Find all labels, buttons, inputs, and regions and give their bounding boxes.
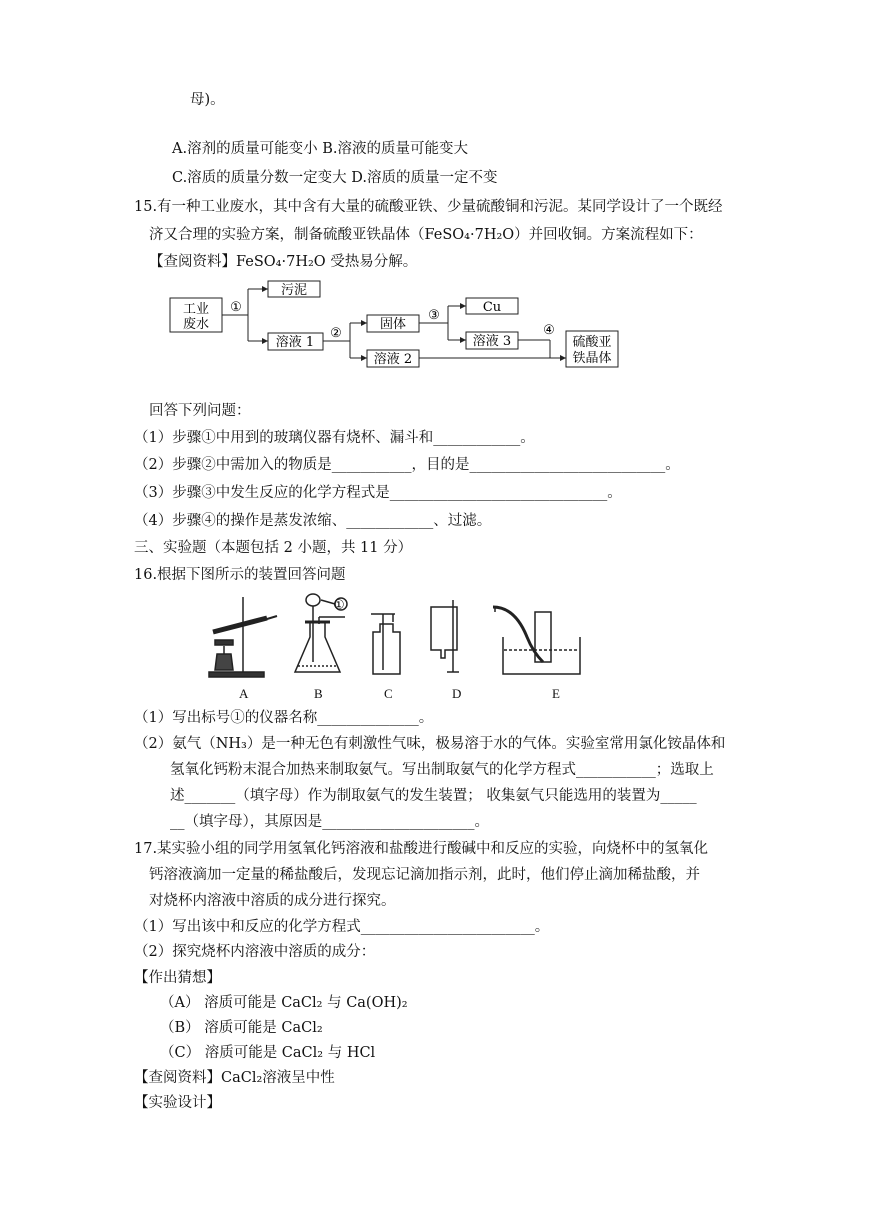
alcohol-lamp bbox=[215, 654, 233, 670]
q15-reference: 【查阅资料】FeSO₄·7H₂O 受热易分解。 bbox=[149, 254, 418, 270]
solution2-label: 溶液 2 bbox=[373, 352, 413, 367]
q14-options-cd: C.溶质的质量分数一定变大 D.溶质的质量一定不变 bbox=[172, 170, 498, 186]
q14-continuation: 母)。 bbox=[190, 92, 225, 108]
q15-stem-line1: 15.有一种工业废水，其中含有大量的硫酸亚铁、少量硫酸铜和污泥。某同学设计了一个既经 bbox=[134, 199, 723, 215]
solid-label: 固体 bbox=[379, 317, 407, 332]
label-a: A bbox=[239, 686, 249, 701]
water-trough bbox=[503, 637, 580, 674]
q15-stem-line2: 济又合理的实验方案，制备硫酸亚铁晶体（FeSO₄·7H₂O）并回收铜。方案流程如下： bbox=[149, 227, 703, 243]
solution3-label: 溶液 3 bbox=[472, 334, 512, 349]
product-label-2: 铁晶体 bbox=[572, 351, 612, 366]
q17-guess-heading: 【作出猜想】 bbox=[134, 970, 221, 986]
q16-stem: 16.根据下图所示的装置回答问题 bbox=[134, 567, 346, 583]
q15-answer-prompt: 回答下列问题： bbox=[149, 403, 251, 419]
conical-flask bbox=[295, 622, 340, 672]
product-label-1: 硫酸亚 bbox=[572, 335, 612, 350]
step1-marker: ① bbox=[230, 300, 242, 315]
q17-design-heading: 【实验设计】 bbox=[134, 1095, 221, 1111]
flowchart bbox=[0, 0, 869, 400]
q15-part1: （1）步骤①中用到的玻璃仪器有烧杯、漏斗和____________。 bbox=[134, 430, 535, 446]
step2-marker: ② bbox=[330, 326, 342, 341]
q16-part2-line3: 述_______（填字母）作为制取氨气的发生装置； 收集氨气只能选用的装置为_____ bbox=[170, 788, 697, 804]
q15-part4: （4）步骤④的操作是蒸发浓缩、____________、过滤。 bbox=[134, 513, 492, 529]
stand-base bbox=[209, 672, 264, 677]
q17-part2: （2）探究烧杯内溶液中溶质的成分： bbox=[134, 944, 376, 960]
q17-stem-line1: 17.某实验小组的同学用氢氧化钙溶液和盐酸进行酸碱中和反应的实验，向烧杯中的氢氧化 bbox=[134, 841, 709, 857]
label-e: E bbox=[552, 686, 560, 701]
q17-guess-a: （A） 溶质可能是 CaCl₂ 与 Ca(OH)₂ bbox=[160, 995, 408, 1011]
q17-part1: （1）写出该中和反应的化学方程式________________________。 bbox=[134, 919, 550, 935]
q14-options-ab: A.溶剂的质量可能变小 B.溶液的质量可能变大 bbox=[172, 141, 468, 157]
step4-marker-visible: ④ bbox=[543, 323, 555, 338]
section3-heading: 三、实验题（本题包括 2 小题，共 11 分） bbox=[134, 540, 413, 556]
separatory-funnel bbox=[306, 594, 320, 606]
solution1-label: 溶液 1 bbox=[275, 335, 315, 350]
marker-number: ① bbox=[333, 597, 345, 612]
apparatus-figure bbox=[195, 592, 595, 684]
q15-part2: （2）步骤②中需加入的物质是___________，目的是___________________________。 bbox=[134, 457, 680, 473]
gas-bottle-c bbox=[373, 624, 400, 674]
label-c: C bbox=[384, 686, 393, 701]
q16-part2-line1: （2）氨气（NH₃）是一种无色有刺激性气味，极易溶于水的气体。实验室常用氯化铵晶体和 bbox=[134, 736, 726, 752]
label-b: B bbox=[314, 686, 323, 701]
q16-part1: （1）写出标号①的仪器名称______________。 bbox=[134, 710, 434, 726]
test-tube-a bbox=[213, 618, 267, 632]
waste-label-2: 废水 bbox=[182, 317, 210, 332]
sludge-label: 污泥 bbox=[280, 283, 308, 298]
q17-guess-b: （B） 溶质可能是 CaCl₂ bbox=[160, 1020, 323, 1036]
q17-reference: 【查阅资料】CaCl₂溶液呈中性 bbox=[134, 1070, 335, 1086]
q15-part3: （3）步骤③中发生反应的化学方程式是______________________________。 bbox=[134, 485, 622, 501]
step3-marker: ③ bbox=[428, 308, 440, 323]
waste-label-1: 工业 bbox=[182, 302, 210, 317]
q16-part2-line2: 氢氧化钙粉末混合加热来制取氨气。写出制取氨气的化学方程式___________；选取上 bbox=[170, 762, 714, 778]
label-d: D bbox=[452, 686, 462, 701]
q17-guess-c: （C） 溶质可能是 CaCl₂ 与 HCl bbox=[160, 1045, 376, 1061]
q16-part2-line4: __（填字母），其原因是_____________________。 bbox=[170, 814, 489, 830]
cu-label: Cu bbox=[482, 300, 502, 315]
q17-stem-line3: 对烧杯内溶液中溶质的成分进行探究。 bbox=[149, 893, 396, 909]
q17-stem-line2: 钙溶液滴加一定量的稀盐酸后，发现忘记滴加指示剂，此时，他们停止滴加稀盐酸，并 bbox=[149, 867, 700, 883]
